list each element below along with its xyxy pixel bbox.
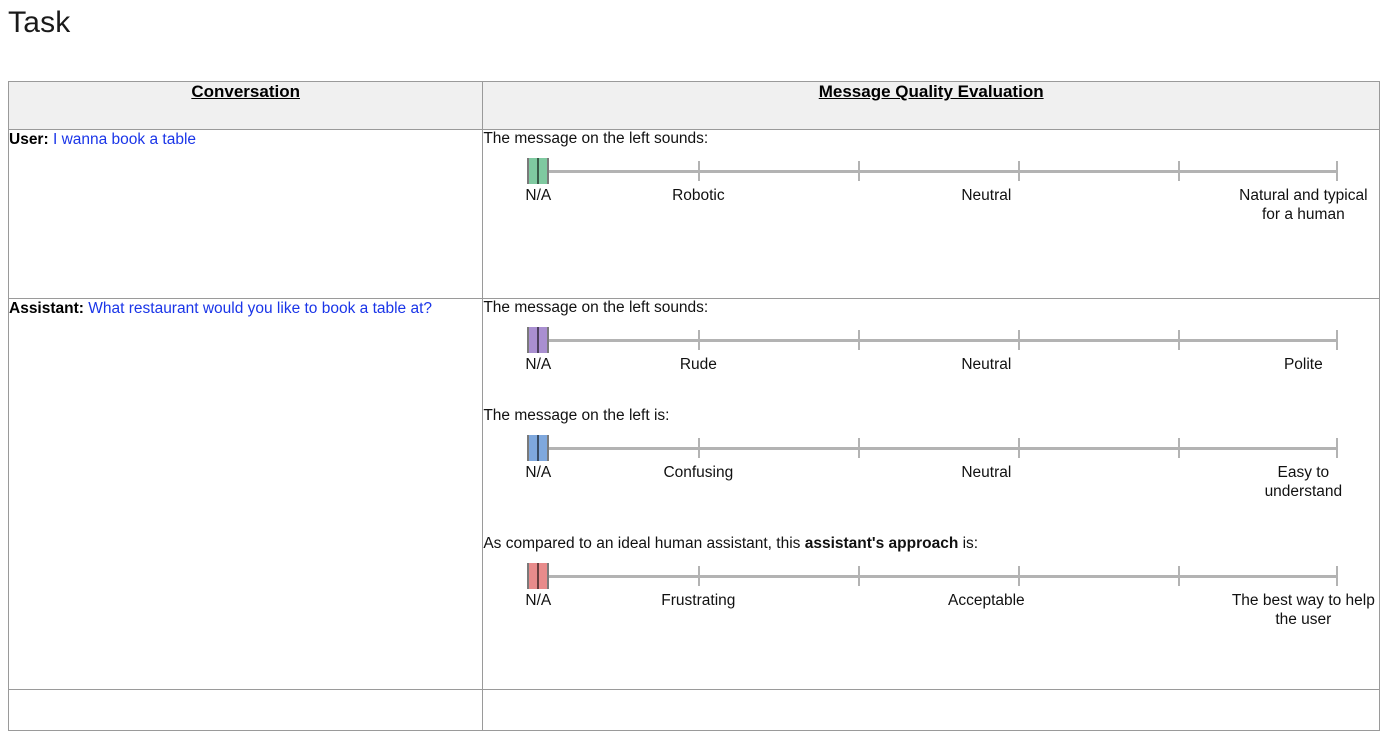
evaluation-item [483, 130, 1379, 244]
task-table [8, 81, 1380, 731]
evaluation-prompt [483, 407, 1379, 425]
table-row [9, 130, 1380, 299]
scale-label: Rude [679, 356, 717, 373]
scale-tick [1178, 566, 1180, 586]
scale-tick [1018, 330, 1020, 350]
likert-scale[interactable] [538, 158, 1338, 184]
scale-label: Acceptable [947, 592, 1025, 609]
likert-scale[interactable] [538, 563, 1338, 589]
scale-tick [1336, 438, 1338, 458]
prompt-emphasis: assistant's approach [804, 535, 959, 552]
table-header-row [9, 82, 1380, 130]
scale-tick [1018, 438, 1020, 458]
table-row [9, 690, 1380, 731]
evaluation-item [483, 535, 1379, 637]
task-page [0, 6, 1398, 732]
scale-tick [698, 161, 700, 181]
scale-labels [513, 463, 1373, 509]
scale-line [538, 575, 1338, 578]
scale-tick [858, 438, 860, 458]
prompt-prefix: The message on the left is: [483, 407, 670, 424]
scale-line [538, 447, 1338, 450]
scale-tick [858, 330, 860, 350]
conversation-cell [9, 690, 483, 731]
evaluation-cell [483, 130, 1380, 299]
scale-label: N/A [525, 464, 552, 481]
evaluation-cell [483, 299, 1380, 690]
prompt-prefix: The message on the left sounds: [483, 130, 709, 147]
header-conversation [9, 82, 483, 130]
conversation-cell [9, 130, 483, 299]
scale-label: Robotic [672, 187, 725, 204]
scale-tick [1336, 161, 1338, 181]
evaluation-prompt [483, 130, 1379, 148]
scale-label: N/A [525, 187, 552, 204]
scale-tick [1336, 566, 1338, 586]
scale-label: Frustrating [661, 592, 736, 609]
message-speaker: User: [9, 131, 49, 148]
table-row [9, 299, 1380, 690]
scale-line [538, 339, 1338, 342]
scale-tick [858, 161, 860, 181]
scale-tick [698, 566, 700, 586]
scale-labels [513, 186, 1373, 244]
prompt-prefix: The message on the left sounds: [483, 299, 709, 316]
scale-label: Easy to understand [1264, 464, 1343, 501]
likert-slider-handle[interactable] [527, 563, 549, 589]
scale-tick [858, 566, 860, 586]
scale-label: The best way to help the user [1231, 592, 1375, 629]
likert-slider-handle[interactable] [527, 158, 549, 184]
scale-line [538, 170, 1338, 173]
scale-label: Neutral [961, 356, 1012, 373]
scale-labels [513, 355, 1373, 381]
prompt-suffix: is: [958, 535, 979, 552]
page-title: Task [8, 6, 71, 39]
prompt-prefix: As compared to an ideal human assistant, this [483, 535, 805, 552]
header-evaluation-label: Message Quality Evaluation [818, 82, 1044, 101]
scale-label: N/A [525, 356, 552, 373]
scale-label: Polite [1283, 356, 1323, 373]
scale-labels [513, 591, 1373, 637]
scale-tick [1018, 566, 1020, 586]
scale-tick [1178, 438, 1180, 458]
scale-tick [1178, 161, 1180, 181]
evaluation-prompt [483, 299, 1379, 317]
scale-label: Neutral [961, 464, 1012, 481]
likert-slider-handle[interactable] [527, 327, 549, 353]
likert-scale[interactable] [538, 435, 1338, 461]
table-body [9, 130, 1380, 731]
conversation-cell [9, 299, 483, 690]
scale-tick [698, 438, 700, 458]
scale-tick [1018, 161, 1020, 181]
evaluation-item [483, 407, 1379, 509]
likert-scale[interactable] [538, 327, 1338, 353]
message-text: I wanna book a table [52, 131, 197, 148]
scale-label: Confusing [663, 464, 734, 481]
scale-tick [698, 330, 700, 350]
likert-slider-handle[interactable] [527, 435, 549, 461]
evaluation-cell [483, 690, 1380, 731]
scale-tick [1336, 330, 1338, 350]
header-evaluation [483, 82, 1380, 130]
scale-label: N/A [525, 592, 552, 609]
evaluation-prompt [483, 535, 1379, 553]
message-speaker: Assistant: [9, 300, 84, 317]
scale-tick [1178, 330, 1180, 350]
message-text: What restaurant would you like to book a table at? [88, 300, 433, 317]
scale-label: Neutral [961, 187, 1012, 204]
header-conversation-label: Conversation [191, 82, 300, 101]
evaluation-item [483, 299, 1379, 381]
scale-label: Natural and typical for a human [1239, 187, 1368, 224]
